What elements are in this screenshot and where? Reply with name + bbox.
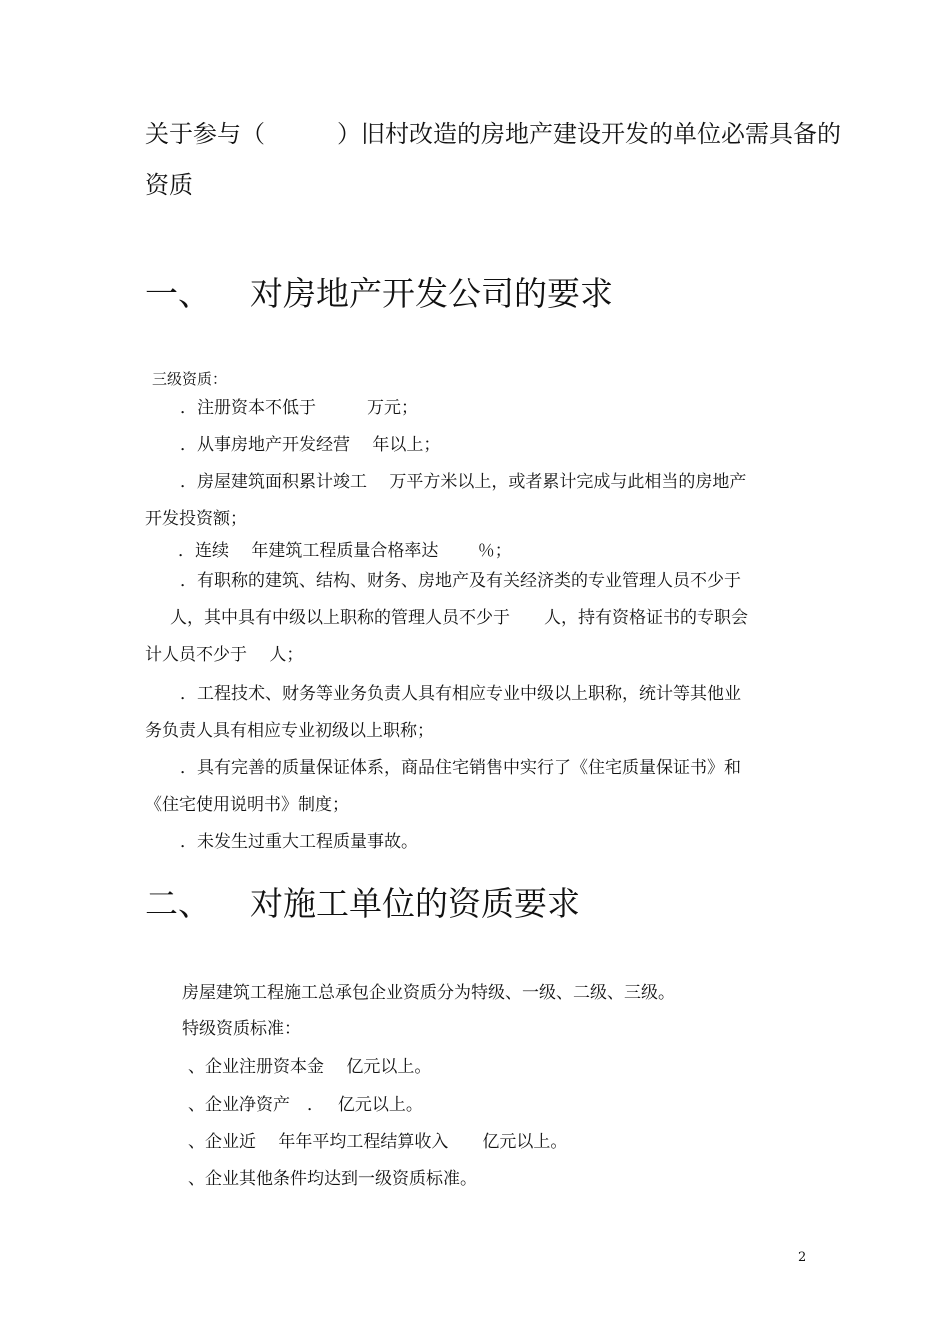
- section-1-line: 务负责人具有相应专业初级以上职称；: [145, 721, 434, 741]
- document-title-line-2: 资质: [145, 171, 193, 199]
- section-2-line: 、企业净资产 ． 亿元以上。: [188, 1095, 423, 1115]
- section-1-line: ．工程技术、财务等业务负责人具有相应专业中级以上职称，统计等其他业: [180, 684, 741, 704]
- section-1-line: 开发投资额；: [145, 509, 247, 529]
- section-1-heading-number: 一、: [145, 274, 211, 313]
- section-2-heading-text: 对施工单位的资质要求: [250, 884, 580, 923]
- section-1-line: ．未发生过重大工程质量事故。: [180, 832, 418, 852]
- section-2-line: 特级资质标准：: [182, 1019, 301, 1039]
- page-number: 2: [798, 1250, 807, 1265]
- section-1-line: ．连续 年建筑工程质量合格率达 ％；: [178, 541, 512, 561]
- section-2-line: 房屋建筑工程施工总承包企业资质分为特级、一级、二级、三级。: [182, 983, 675, 1003]
- section-1-subheading: 三级资质：: [152, 370, 228, 388]
- section-2-line: 、企业注册资本金 亿元以上。: [188, 1057, 432, 1077]
- document-title-line-1: 关于参与（ ）旧村改造的房地产建设开发的单位必需具备的: [145, 120, 841, 148]
- section-1-line: ．注册资本不低于 万元；: [180, 398, 418, 418]
- section-1-line: ．有职称的建筑、结构、财务、房地产及有关经济类的专业管理人员不少于: [180, 571, 741, 591]
- section-1-line: 计人员不少于 人；: [145, 645, 304, 665]
- section-2-heading-number: 二、: [145, 884, 211, 923]
- section-2-line: 、企业其他条件均达到一级资质标准。: [188, 1169, 477, 1189]
- section-1-heading-text: 对房地产开发公司的要求: [250, 274, 613, 313]
- section-2-line: 、企业近 年年平均工程结算收入 亿元以上。: [188, 1132, 568, 1152]
- section-1-line: ．房屋建筑面积累计竣工 万平方米以上，或者累计完成与此相当的房地产: [180, 472, 747, 492]
- section-1-line: 人，其中具有中级以上职称的管理人员不少于 人，持有资格证书的专职会: [170, 608, 748, 628]
- section-1-line: ．从事房地产开发经营 年以上；: [180, 435, 441, 455]
- section-1-line: 《住宅使用说明书》制度；: [145, 795, 349, 815]
- section-1-line: ．具有完善的质量保证体系，商品住宅销售中实行了《住宅质量保证书》和: [180, 758, 741, 778]
